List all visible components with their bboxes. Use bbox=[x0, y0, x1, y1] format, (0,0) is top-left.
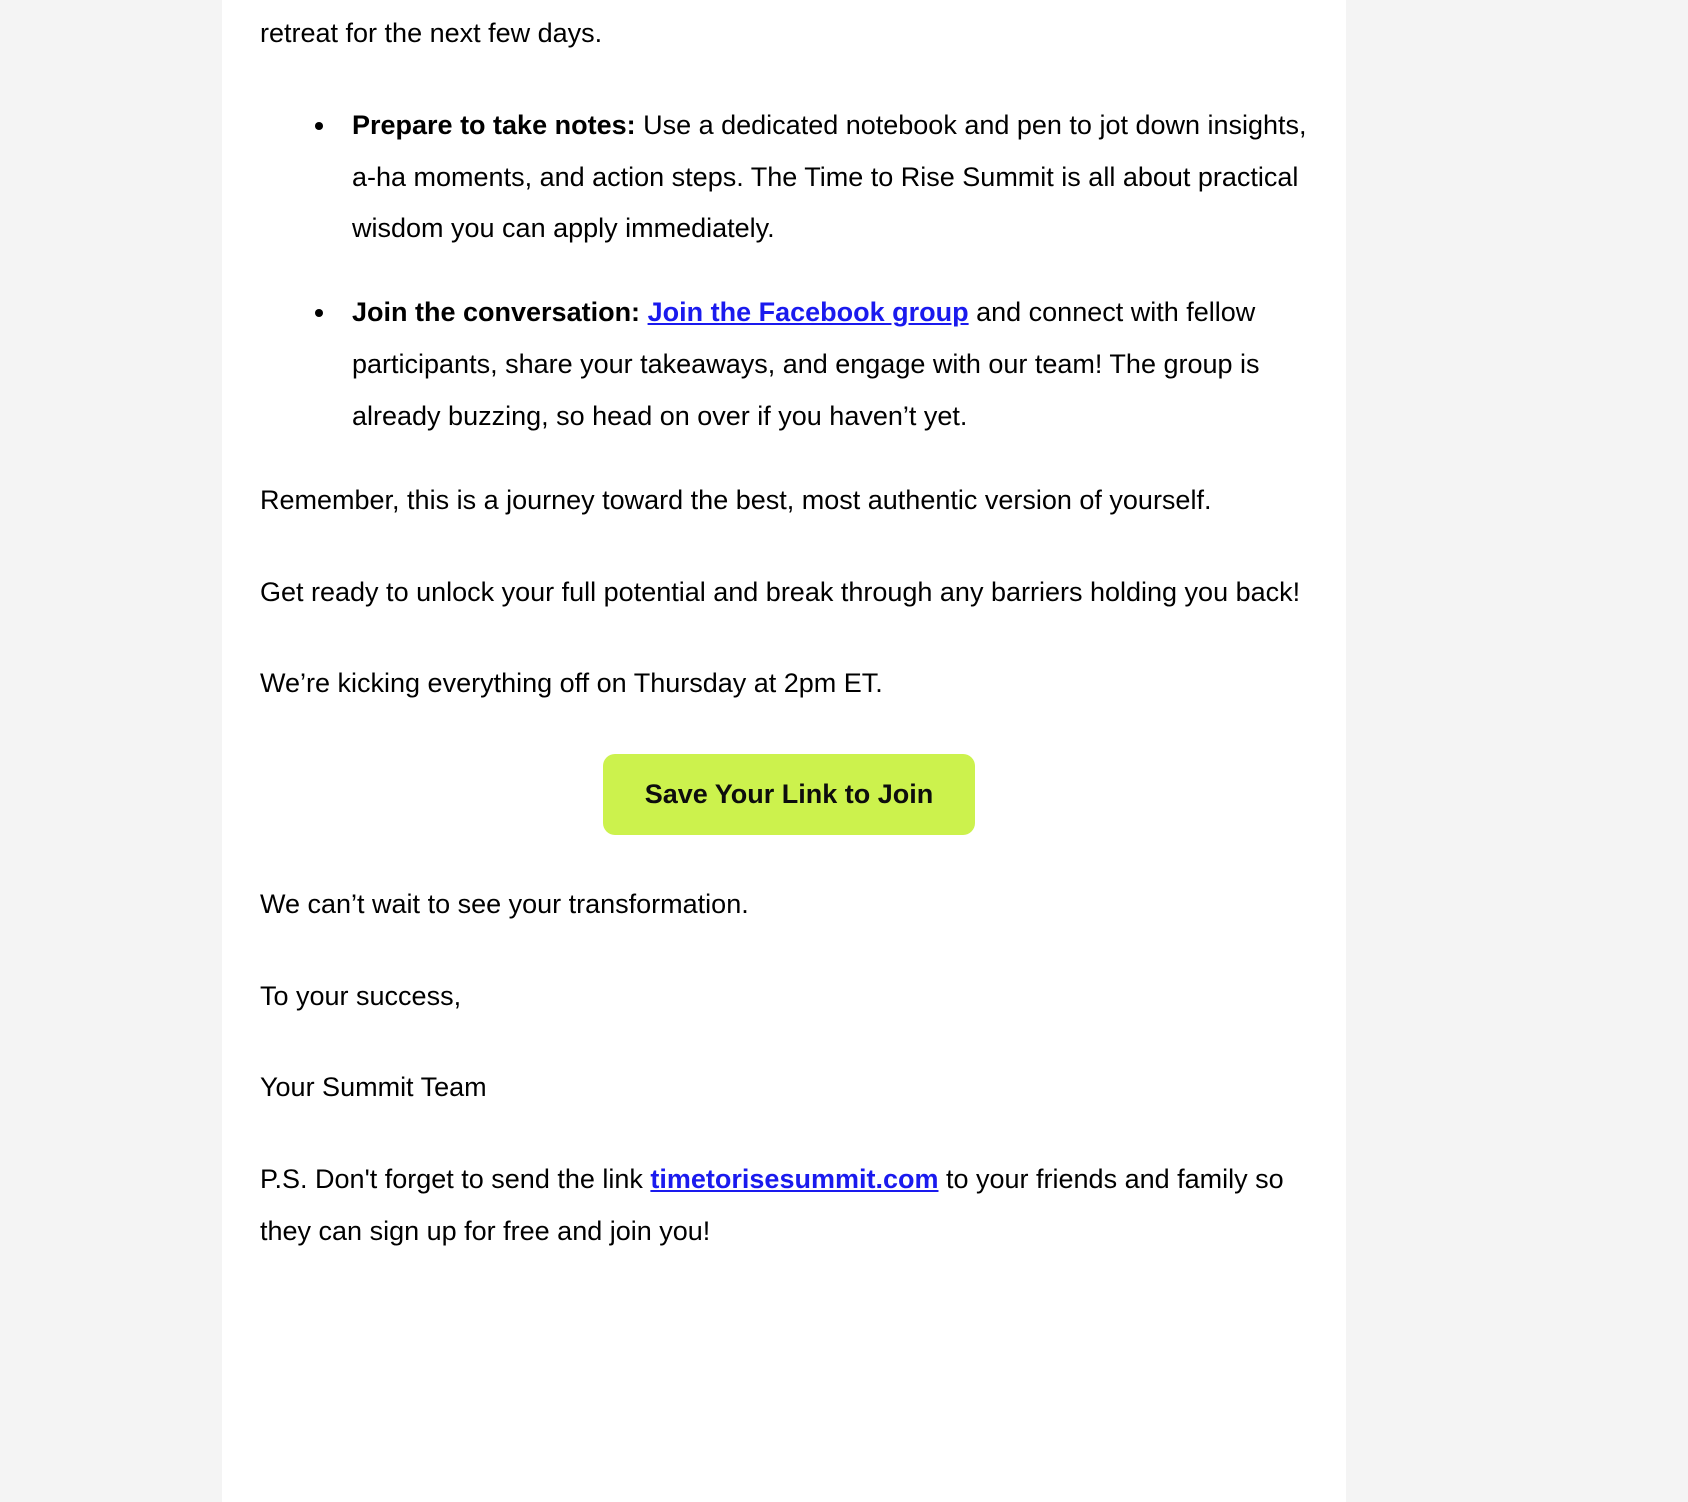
timetorisesummit-link[interactable]: timetorisesummit.com bbox=[650, 1164, 939, 1195]
list-item-prepare-to-take-notes bbox=[338, 100, 1308, 255]
bullet-pre-link-text bbox=[640, 297, 648, 327]
kickoff-paragraph: We’re kicking everything off on Thursday at 2pm ET. bbox=[260, 668, 883, 699]
ps-paragraph bbox=[260, 1154, 1308, 1258]
ps-post-link-text: to your friends and family so they can sign up for free and join you! bbox=[260, 1164, 1284, 1246]
team-name-paragraph: Your Summit Team bbox=[260, 1072, 487, 1103]
remember-paragraph: Remember, this is a journey toward the best, most authentic version of yourself. bbox=[260, 484, 1212, 515]
ps-pre-link-text: P.S. Don't forget to send the link bbox=[260, 1164, 651, 1195]
email-body-container bbox=[222, 0, 1346, 1502]
email-content bbox=[260, 0, 1308, 1258]
list-item-join-the-conversation bbox=[338, 287, 1308, 442]
signoff-paragraph: To your success, bbox=[260, 980, 462, 1011]
cant-wait-paragraph: We can’t wait to see your transformation. bbox=[260, 888, 749, 919]
tips-bullet-list bbox=[260, 100, 1308, 443]
bullet-post-link-text: and connect with fellow participants, share your takeaways, and engage with our team! The group is already buzzing, so head on over if you haven’t yet. bbox=[352, 297, 1260, 431]
get-ready-paragraph: Get ready to unlock your full potential and break through any barriers holding you back! bbox=[260, 576, 1301, 607]
intro-fragment-paragraph: retreat for the next few days. bbox=[260, 18, 603, 48]
bullet-lead-label: Join the conversation: bbox=[352, 297, 641, 328]
cta-button-container bbox=[260, 754, 1308, 834]
save-your-link-to-join-button[interactable]: Save Your Link to Join bbox=[603, 754, 976, 834]
facebook-group-link[interactable]: Join the Facebook group bbox=[647, 297, 969, 328]
bullet-lead-label: Prepare to take notes: bbox=[352, 109, 636, 140]
bullet-body-text: Use a dedicated notebook and pen to jot down insights, a-ha moments, and action steps. The Time to Rise Summit is all about practical wisdom you can apply immediately. bbox=[352, 109, 1307, 244]
